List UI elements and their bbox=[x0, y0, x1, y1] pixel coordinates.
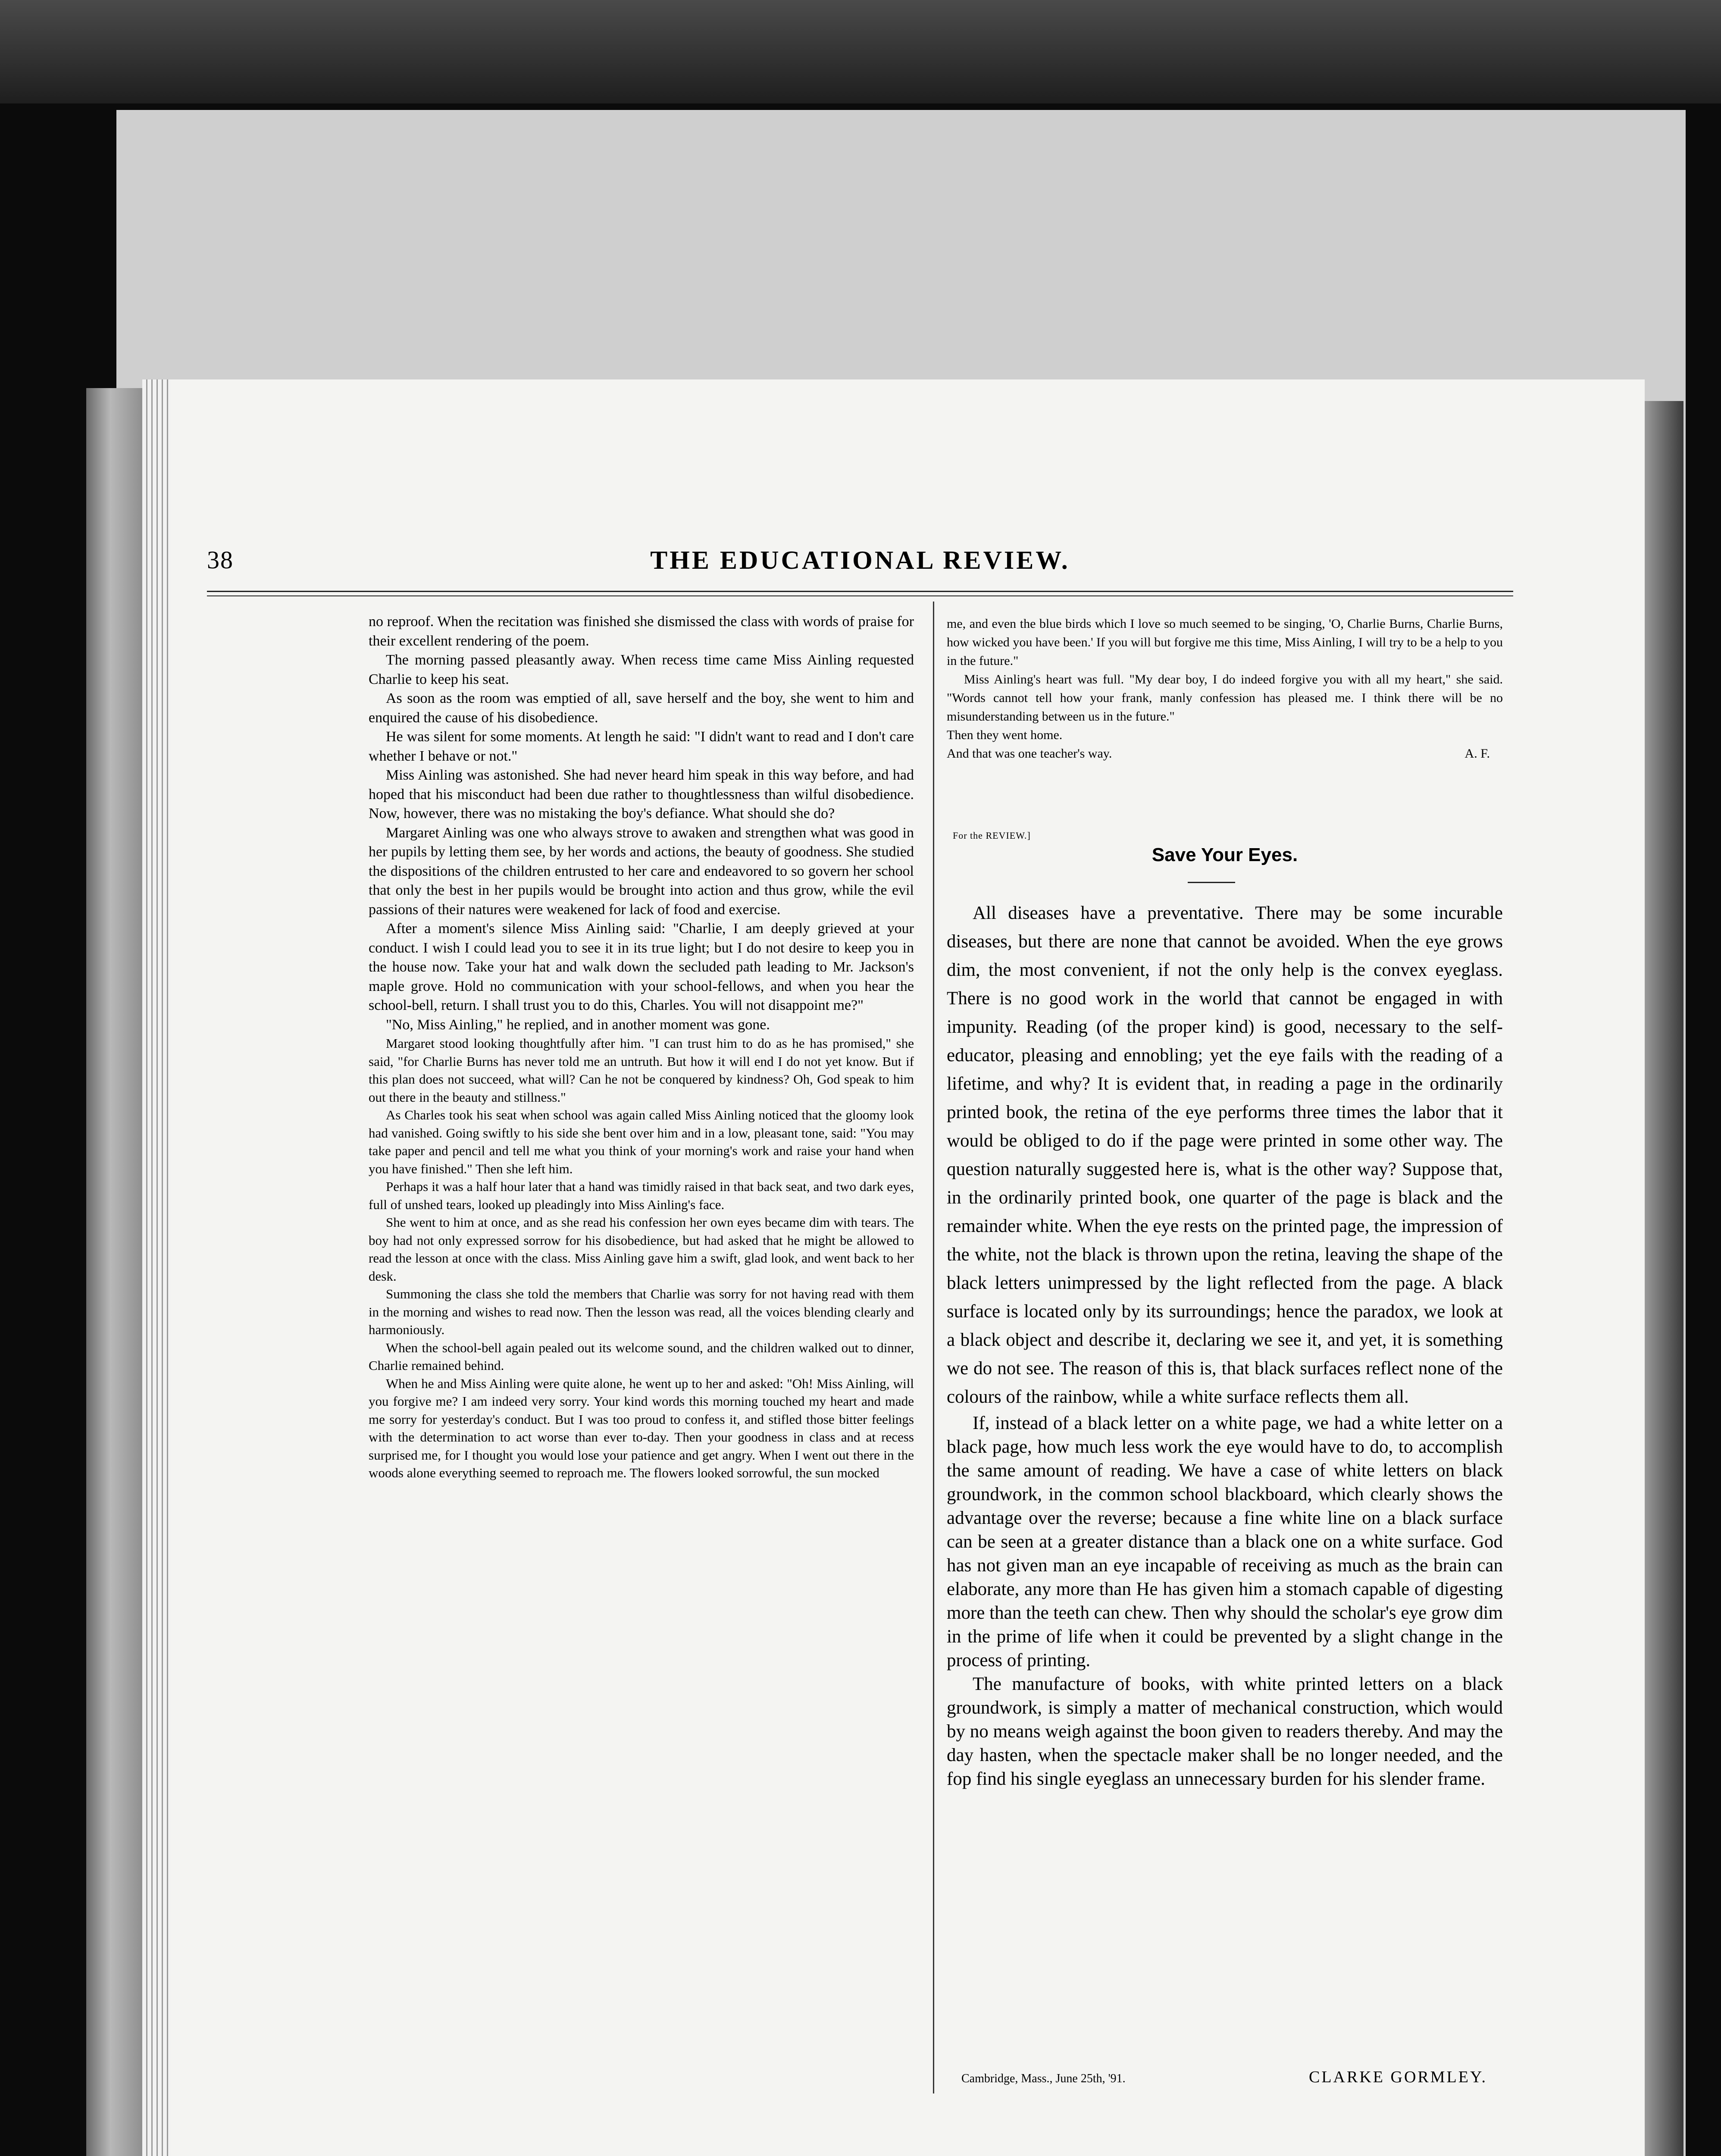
book-spine-edge bbox=[86, 388, 147, 2156]
paragraph: He was silent for some moments. At length he said: "I didn't want to read and I don't care whether I behave or not." bbox=[369, 729, 914, 764]
paragraph: The morning passed pleasantly away. When recess time came Miss Ainling requested Charlie to keep his seat. bbox=[369, 652, 914, 687]
article-body bbox=[947, 899, 1503, 1791]
paragraph: Summoning the class she told the members that Charlie was sorry for not having read with them in the morning and wishes to read now. Then the lesson was read, all the voices blending clearly and harmoniously. bbox=[369, 1286, 914, 1337]
paragraph: When he and Miss Ainling were quite alone, he went up to her and asked: "Oh! Miss Ainling, will you forgive me? I am indeed very sorry. Your kind words this morning touched my heart and made me sorry for yesterday's conduct. But I was too proud to confess it, and stifled those bitter feelings with the determination to act worse than ever to-day. Then your goodness in class and at recess surprised me, for I thought you would lose your patience and get angry. When I went out there in the woods alone everything seemed to reproach me. The flowers looked sorrowful, the sun mocked bbox=[369, 1376, 914, 1480]
microfilm-margin bbox=[0, 0, 1721, 103]
paragraph: Margaret Ainling was one who always strove to awaken and strengthen what was good in her pupils by letting them see, by her words and actions, the beauty of goodness. She studied the dispositions of the children entrusted to her care and endeavored to so govern her school that only the best in her pupils would be brought into action and thus grow, while the evil passions of their natures were weakened for lack of food and exercise. bbox=[369, 824, 914, 918]
running-title: THE EDUCATIONAL REVIEW. bbox=[650, 546, 1070, 574]
paragraph: Then they went home. bbox=[947, 728, 1063, 742]
paragraph: As soon as the room was emptied of all, save herself and the boy, she went to him and enquired the cause of his disobedience. bbox=[369, 690, 914, 726]
right-column-top bbox=[947, 614, 1503, 763]
paragraph: All diseases have a preventative. There may be some incurable diseases, but there are none that cannot be avoided. When the eye grows dim, the most convenient, if not the only help is the convex eyeglass. There is no good work in the world that cannot be engaged in with impunity. Reading (of the proper kind) is good, necessary to the self-educator, pleasing and ennobling; yet the eye fails with the reading of a lifetime, and why? It is evident that, in reading a page in the ordinarily printed book, the retina of the eye performs three times the labor that it would be obliged to do if the page were printed in some other way. The question naturally suggested here is, what is the other way? Suppose that, in the ordinarily printed book, one quarter of the page is black and the remainder white. When the eye rests on the printed page, the impression of the white, not the black is thrown upon the retina, leaving the shape of the black letters unimpressed by the light reflected from the page. A black surface is located only by its surroundings; hence the paradox, we look at a black object and describe it, declaring we see it, and yet, it is something we do not see. The reason of this is, that black surfaces reflect none of the colours of the rainbow, while a white surface reflects them all. bbox=[947, 903, 1503, 1407]
author-name: CLARKE GORMLEY. bbox=[1309, 2068, 1487, 2086]
closing-line: And that was one teacher's way. bbox=[947, 746, 1112, 761]
page-stack-edges bbox=[142, 379, 172, 2156]
paragraph: The manufacture of books, with white printed letters on a black groundwork, is simply a matter of mechanical construction, which would by no means weigh against the boon given to readers thereby. And may the day hasten, when the spectacle maker shall be no longer needed, and the fop find his single eyeglass an unnecessary burden for his slender frame. bbox=[947, 1674, 1503, 1789]
paragraph: Miss Ainling's heart was full. "My dear boy, I do indeed forgive you with all my heart," she said. "Words cannot tell how your frank, manly confession has pleased me. I think there will be no misunderstanding between us in the future." bbox=[947, 672, 1503, 724]
paragraph: After a moment's silence Miss Ainling said: "Charlie, I am deeply grieved at your conduct. I wish I could lead you to see it in its true light; but I do not desire to keep you in the house now. Take your hat and walk down the secluded path leading to Mr. Jackson's maple grove. Hold no communication with your school-fellows, and when you hear the school-bell, return. I shall trust you to do this, Charles. You will not disappoint me?" bbox=[369, 921, 914, 1013]
article-credit: For the REVIEW.] bbox=[953, 830, 1031, 841]
paragraph: "No, Miss Ainling," he replied, and in another moment was gone. bbox=[386, 1016, 770, 1033]
paragraph: Margaret stood looking thoughtfully after him. "I can trust him to do as he has promised," she said, "for Charlie Burns has never told me an untruth. But how it will end I do not yet know. But if this plan does not succeed, what will? Can he not be conquered by kindness? Oh, God speak to him out there in the beauty and stillness." bbox=[369, 1036, 914, 1105]
paragraph: If, instead of a black letter on a white page, we had a white letter on a black page, how much less work the eye would have to do, to accomplish the same amount of reading. We have a case of white letters on black groundwork, in the common school blackboard, which clearly shows the advantage over the reverse; because a fine white line on a black surface can be seen at a greater distance than a black one on a white surface. God has not given man an eye incapable of receiving as much as the brain can elaborate, any more than He has given him a stomach capable of digesting more than the teeth can chew. Then why should the scholar's eye grow dim in the prime of life when it could be prevented by a slight change in the process of printing. bbox=[947, 1413, 1503, 1670]
paragraph: Miss Ainling was astonished. She had never heard him speak in this way before, and had hoped that his misconduct had been due rather to thoughtlessness than wilful disobedience. Now, however, there was no mistaking the boy's defiance. What should she do? bbox=[369, 767, 914, 821]
page-number: 38 bbox=[207, 546, 234, 574]
page-header bbox=[207, 545, 1513, 584]
story-signoff bbox=[947, 744, 1503, 763]
closing-initials: A. F. bbox=[1464, 746, 1490, 761]
article-dateline bbox=[961, 2068, 1487, 2087]
header-rule bbox=[207, 591, 1513, 596]
page-shadow bbox=[1645, 401, 1683, 2156]
paragraph: me, and even the blue birds which I love so much seemed to be singing, 'O, Charlie Burns, Charlie Burns, how wicked you have been.' If you will but forgive me this time, Miss Ainling, I will try to be a help to you in the future." bbox=[947, 617, 1503, 668]
left-column bbox=[369, 612, 914, 1482]
article-title: Save Your Eyes. bbox=[1152, 844, 1298, 865]
paragraph: As Charles took his seat when school was again called Miss Ainling noticed that the gloomy look had vanished. Going swiftly to his side she bent over him and in a low, pleasant tone, said: "You may take paper and pencil and tell me what you think of your morning's work and raise your hand when you have finished." Then she left him. bbox=[369, 1107, 914, 1176]
paragraph: She went to him at once, and as she read his confession her own eyes became dim with tears. The boy had not only expressed sorrow for his disobedience, but had asked that he might be allowed to read the lesson at once with the class. Miss Ainling gave him a swift, glad look, and went back to her desk. bbox=[369, 1215, 914, 1284]
paragraph: When the school-bell again pealed out its welcome sound, and the children walked out to dinner, Charlie remained behind. bbox=[369, 1340, 914, 1373]
paragraph: no reproof. When the recitation was finished she dismissed the class with words of praise for their excellent rendering of the poem. bbox=[369, 614, 914, 649]
paragraph: Perhaps it was a half hour later that a hand was timidly raised in that back seat, and two dark eyes, full of unshed tears, looked up pleadingly into Miss Ainling's face. bbox=[369, 1179, 914, 1212]
title-rule bbox=[1188, 882, 1235, 883]
column-divider bbox=[933, 602, 934, 2093]
dateline-text: Cambridge, Mass., June 25th, '91. bbox=[961, 2072, 1126, 2085]
